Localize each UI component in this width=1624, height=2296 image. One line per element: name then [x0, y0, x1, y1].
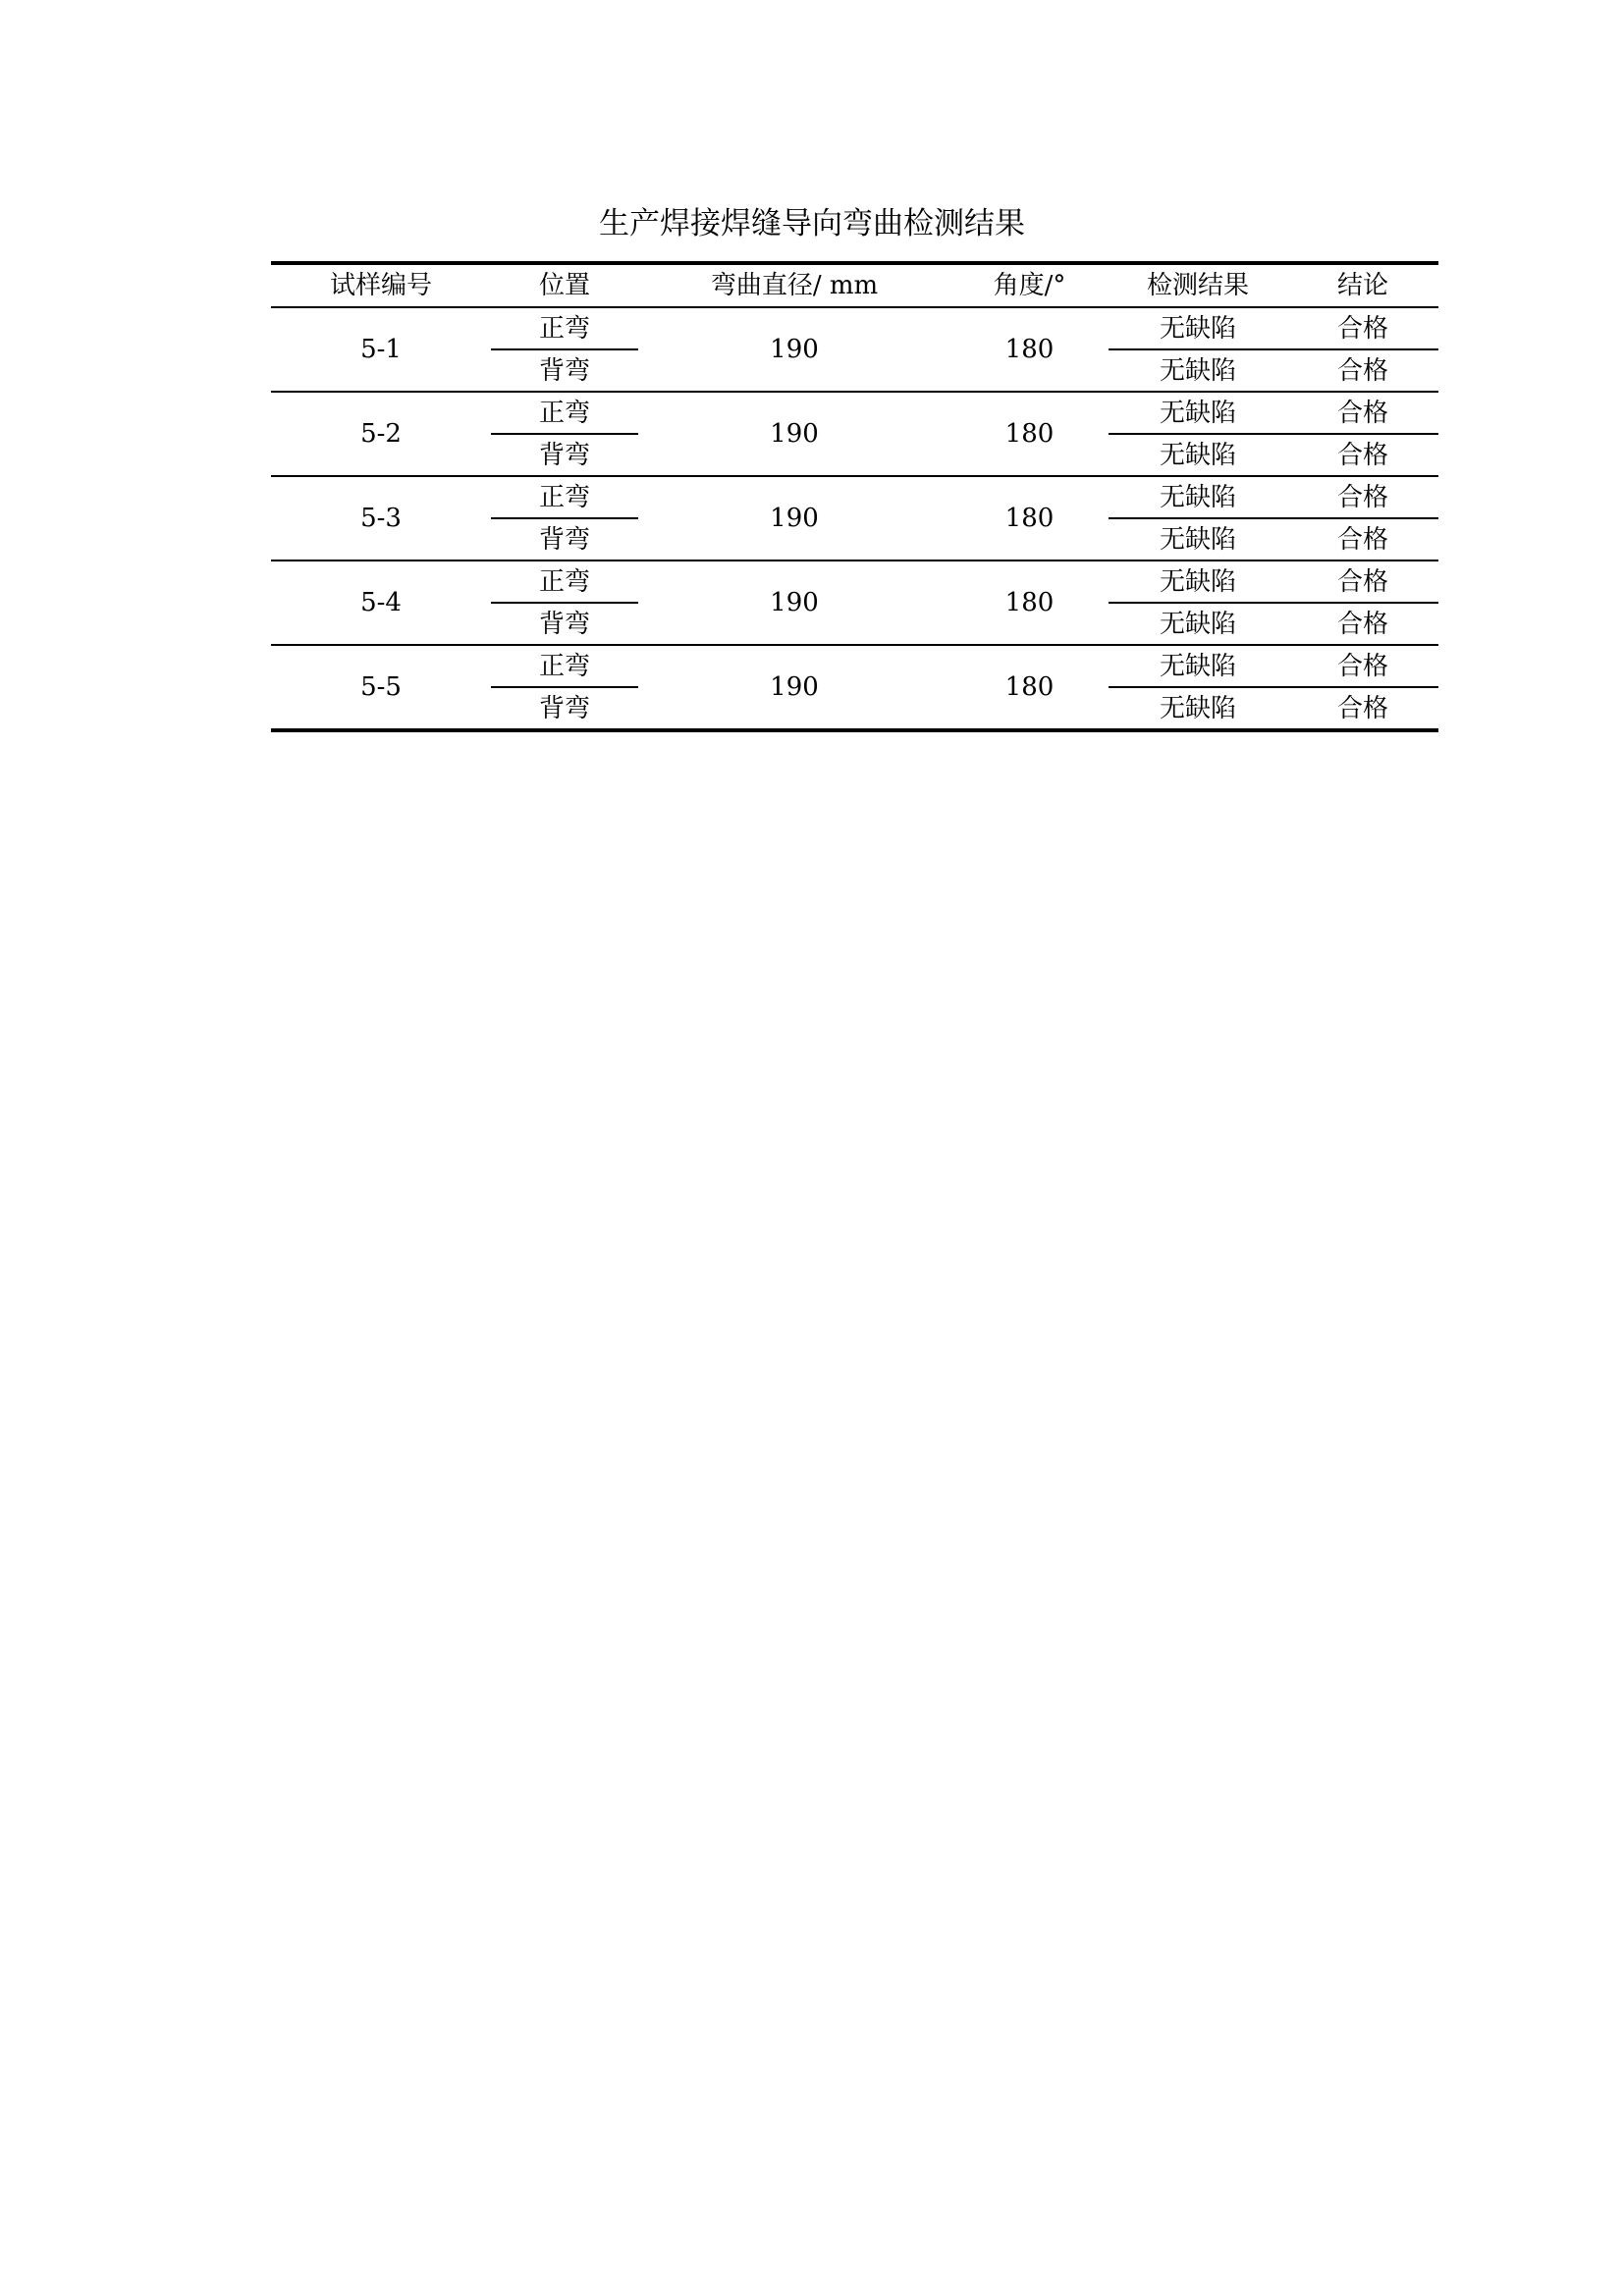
bend-test-results-table: [271, 261, 1438, 732]
bend-diameter-cell: 190: [638, 307, 950, 392]
test-result-cell: 无缺陷: [1109, 392, 1287, 434]
test-result-cell: 无缺陷: [1109, 603, 1287, 645]
conclusion-cell: 合格: [1287, 603, 1438, 645]
conclusion-cell: 合格: [1287, 392, 1438, 434]
header-bend-diameter: 弯曲直径/ mm: [638, 263, 950, 307]
test-result-cell: 无缺陷: [1109, 561, 1287, 603]
bend-diameter-cell: 190: [638, 392, 950, 476]
header-test-result: 检测结果: [1109, 263, 1287, 307]
angle-cell: 180: [950, 392, 1109, 476]
header-specimen-no: 试样编号: [271, 263, 491, 307]
specimen-cell: 5-4: [271, 561, 491, 645]
position-cell: 背弯: [491, 434, 638, 476]
conclusion-cell: 合格: [1287, 645, 1438, 687]
specimen-cell: 5-2: [271, 392, 491, 476]
position-cell: 正弯: [491, 561, 638, 603]
test-result-cell: 无缺陷: [1109, 518, 1287, 561]
test-result-cell: 无缺陷: [1109, 434, 1287, 476]
test-result-cell: 无缺陷: [1109, 349, 1287, 392]
table-row: [271, 561, 1438, 603]
position-cell: 背弯: [491, 603, 638, 645]
position-cell: 背弯: [491, 349, 638, 392]
conclusion-cell: 合格: [1336, 693, 1388, 723]
table-body: [271, 307, 1438, 730]
table-row: [271, 476, 1438, 518]
conclusion-cell: 合格: [1287, 561, 1438, 603]
bend-diameter-cell: 190: [770, 672, 819, 702]
angle-cell: 180: [950, 561, 1109, 645]
specimen-cell: 5-5: [360, 672, 402, 702]
bend-diameter-cell: 190: [638, 561, 950, 645]
bend-diameter-cell: 190: [638, 476, 950, 561]
header-angle: 角度/°: [950, 263, 1109, 307]
table-title: 生产焊接焊缝导向弯曲检测结果: [599, 206, 1025, 241]
test-result-cell: 无缺陷: [1109, 645, 1287, 687]
header-row: [271, 263, 1438, 307]
specimen-cell: 5-3: [271, 476, 491, 561]
position-cell: 正弯: [491, 392, 638, 434]
conclusion-cell: 合格: [1287, 349, 1438, 392]
test-result-cell: 无缺陷: [1159, 693, 1236, 723]
conclusion-cell: 合格: [1287, 476, 1438, 518]
angle-cell: 180: [950, 476, 1109, 561]
angle-cell: 180: [950, 307, 1109, 392]
test-result-cell: 无缺陷: [1109, 307, 1287, 349]
angle-cell: 180: [1004, 672, 1055, 702]
test-result-cell: 无缺陷: [1109, 476, 1287, 518]
conclusion-cell: 合格: [1287, 434, 1438, 476]
position-cell: 背弯: [491, 518, 638, 561]
table-row: [271, 307, 1438, 349]
specimen-cell: 5-1: [271, 307, 491, 392]
conclusion-cell: 合格: [1287, 307, 1438, 349]
position-cell: 背弯: [538, 693, 590, 723]
position-cell: 正弯: [491, 645, 638, 687]
conclusion-cell: 合格: [1287, 518, 1438, 561]
table-row: [271, 392, 1438, 434]
position-cell: 正弯: [491, 307, 638, 349]
table-row: [271, 645, 1438, 687]
header-position: 位置: [491, 263, 638, 307]
position-cell: 正弯: [491, 476, 638, 518]
header-conclusion: 结论: [1287, 263, 1438, 307]
